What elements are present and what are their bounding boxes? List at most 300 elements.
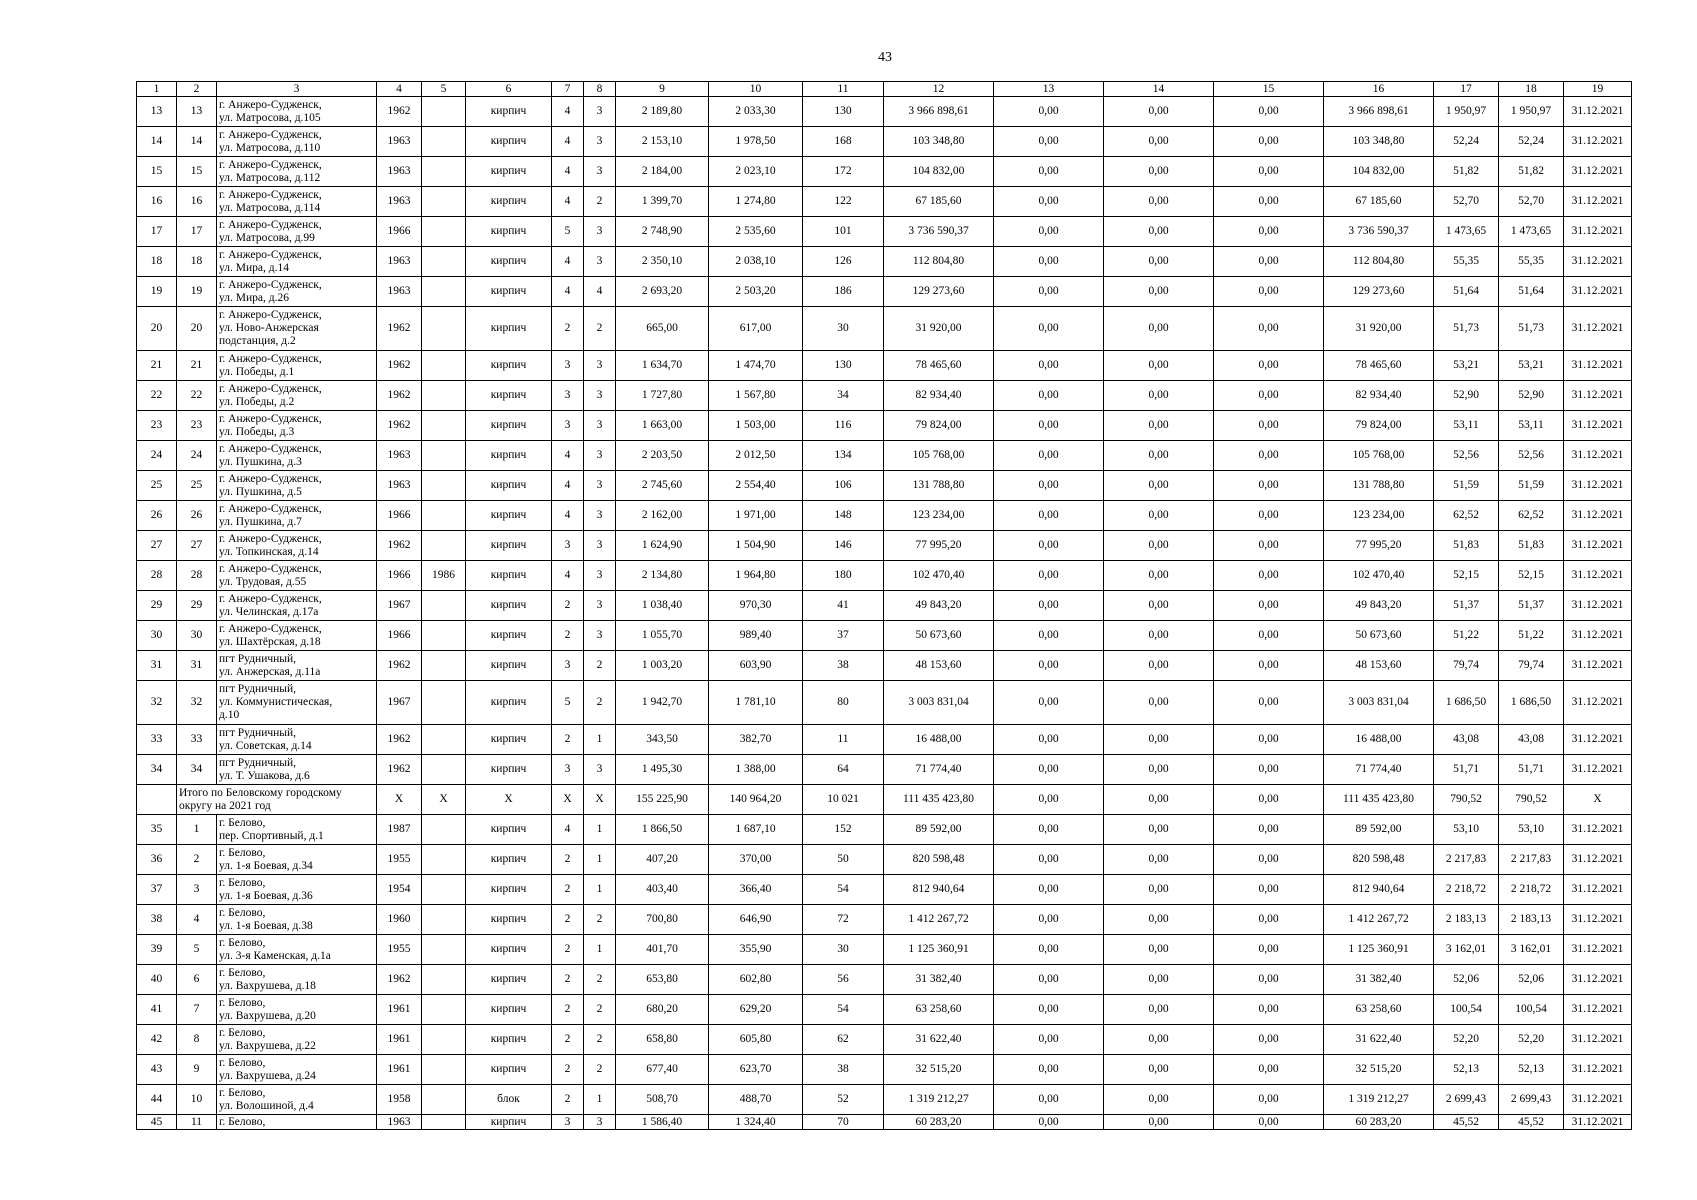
table-cell: кирпич	[466, 651, 552, 681]
table-cell: 0,00	[1104, 381, 1214, 411]
table-cell: 0,00	[994, 755, 1104, 785]
table-cell: 8	[584, 82, 616, 97]
table-cell: 2 162,00	[616, 501, 709, 531]
table-cell: 31.12.2021	[1564, 1055, 1632, 1085]
table-cell: 0,00	[994, 845, 1104, 875]
table-cell: 52,56	[1434, 441, 1499, 471]
table-cell: 0,00	[994, 621, 1104, 651]
table-cell: 43,08	[1499, 725, 1564, 755]
table-cell	[422, 935, 466, 965]
table-cell: 3	[552, 531, 584, 561]
table-cell: 1961	[377, 1055, 422, 1085]
table-cell: 31.12.2021	[1564, 381, 1632, 411]
table-cell: 1 003,20	[616, 651, 709, 681]
table-cell: 0,00	[1214, 755, 1324, 785]
table-cell: г. Анжеро-Судженск, ул. Матросова, д.112	[217, 157, 377, 187]
table-cell: 3	[584, 351, 616, 381]
table-cell: г. Анжеро-Судженск, ул. Матросова, д.110	[217, 127, 377, 157]
table-cell: г. Белово, пер. Спортивный, д.1	[217, 815, 377, 845]
table-cell: 343,50	[616, 725, 709, 755]
table-row	[137, 845, 1632, 875]
table-cell: 31.12.2021	[1564, 815, 1632, 845]
table-cell: 1962	[377, 381, 422, 411]
table-cell: 14	[137, 127, 177, 157]
table-cell: 508,70	[616, 1085, 709, 1115]
table-cell: 31.12.2021	[1564, 755, 1632, 785]
table-cell	[422, 995, 466, 1025]
table-cell: 63 258,60	[1324, 995, 1434, 1025]
table-cell: 31.12.2021	[1564, 965, 1632, 995]
table-cell: 4	[552, 471, 584, 501]
table-cell: 55,35	[1499, 247, 1564, 277]
table-cell: 13	[137, 97, 177, 127]
table-cell: 31 622,40	[884, 1025, 994, 1055]
table-cell: 0,00	[1104, 875, 1214, 905]
table-cell: 3	[584, 381, 616, 411]
table-cell: 31.12.2021	[1564, 217, 1632, 247]
table-cell: 155 225,90	[616, 785, 709, 815]
table-cell: кирпич	[466, 127, 552, 157]
table-cell: 1 495,30	[616, 755, 709, 785]
table-cell: 623,70	[709, 1055, 803, 1085]
table-cell: 52	[803, 1085, 884, 1115]
table-cell: 2	[584, 905, 616, 935]
table-cell: кирпич	[466, 247, 552, 277]
table-cell: 11	[177, 1115, 217, 1130]
table-cell: 1967	[377, 681, 422, 725]
table-cell: 1963	[377, 441, 422, 471]
table-cell: 111 435 423,80	[884, 785, 994, 815]
table-cell: 1 473,65	[1434, 217, 1499, 247]
table-cell: 105 768,00	[1324, 441, 1434, 471]
table-cell: 31.12.2021	[1564, 995, 1632, 1025]
table-cell: 67 185,60	[1324, 187, 1434, 217]
table-row	[137, 681, 1632, 725]
table-cell: 54	[803, 875, 884, 905]
table-cell: 9	[616, 82, 709, 97]
table-cell: 665,00	[616, 307, 709, 351]
table-row	[137, 471, 1632, 501]
table-row	[137, 755, 1632, 785]
table-cell: 31.12.2021	[1564, 1115, 1632, 1130]
table-cell: 31.12.2021	[1564, 277, 1632, 307]
table-cell: 53,11	[1434, 411, 1499, 441]
table-cell: пгт Рудничный, ул. Коммунистическая, д.10	[217, 681, 377, 725]
table-cell: 0,00	[994, 995, 1104, 1025]
table-cell: г. Анжеро-Судженск, ул. Победы, д.1	[217, 351, 377, 381]
table-cell: 1966	[377, 621, 422, 651]
table-cell: 1961	[377, 1025, 422, 1055]
table-cell: 10 021	[803, 785, 884, 815]
table-cell: кирпич	[466, 157, 552, 187]
table-cell: 0,00	[1214, 471, 1324, 501]
table-cell: 31.12.2021	[1564, 621, 1632, 651]
table-cell: кирпич	[466, 531, 552, 561]
table-cell: 1 964,80	[709, 561, 803, 591]
table-cell: 14	[1104, 82, 1214, 97]
table-row	[137, 995, 1632, 1025]
table-cell: 2	[552, 1025, 584, 1055]
table-cell: 43,08	[1434, 725, 1499, 755]
table-cell: 78 465,60	[884, 351, 994, 381]
table-cell: 1 950,97	[1499, 97, 1564, 127]
table-cell: 31.12.2021	[1564, 681, 1632, 725]
table-cell	[422, 531, 466, 561]
table-cell: 0,00	[1104, 1085, 1214, 1115]
table-cell: 52,90	[1499, 381, 1564, 411]
table-cell: кирпич	[466, 1115, 552, 1130]
table-cell: X	[1564, 785, 1632, 815]
table-cell: 1 388,00	[709, 755, 803, 785]
table-cell: 0,00	[1214, 277, 1324, 307]
table-cell: 0,00	[1104, 935, 1214, 965]
table-cell: 0,00	[994, 381, 1104, 411]
table-cell: 180	[803, 561, 884, 591]
table-cell: 51,82	[1499, 157, 1564, 187]
table-cell: 1963	[377, 1115, 422, 1130]
table-cell: 32 515,20	[884, 1055, 994, 1085]
table-cell: 82 934,40	[884, 381, 994, 411]
table-cell: 13	[177, 97, 217, 127]
table-cell: кирпич	[466, 217, 552, 247]
table-cell: 5	[552, 681, 584, 725]
table-cell: 680,20	[616, 995, 709, 1025]
table-cell: 42	[137, 1025, 177, 1055]
table-cell: 52,20	[1434, 1025, 1499, 1055]
table-cell: 0,00	[1104, 1055, 1214, 1085]
table-cell: 16	[137, 187, 177, 217]
table-cell: 3	[584, 217, 616, 247]
table-cell: 1 125 360,91	[884, 935, 994, 965]
table-cell: 140 964,20	[709, 785, 803, 815]
table-cell	[422, 247, 466, 277]
table-cell: 0,00	[994, 1055, 1104, 1085]
table-cell: 48 153,60	[1324, 651, 1434, 681]
table-cell: 0,00	[994, 1115, 1104, 1130]
table-cell: 0,00	[1214, 531, 1324, 561]
table-cell: 2	[177, 82, 217, 97]
table-cell: 0,00	[1214, 441, 1324, 471]
table-cell: 134	[803, 441, 884, 471]
table-cell: 49 843,20	[884, 591, 994, 621]
table-cell: 31.12.2021	[1564, 97, 1632, 127]
table-cell: 50	[803, 845, 884, 875]
table-cell: 77 995,20	[1324, 531, 1434, 561]
table-row	[137, 651, 1632, 681]
table-cell: 51,83	[1499, 531, 1564, 561]
table-cell: кирпич	[466, 187, 552, 217]
table-cell: 1962	[377, 531, 422, 561]
table-cell: 17	[137, 217, 177, 247]
table-cell: 1 399,70	[616, 187, 709, 217]
table-cell: 0,00	[994, 217, 1104, 247]
table-cell: 130	[803, 97, 884, 127]
table-cell: 0,00	[1104, 307, 1214, 351]
table-cell: 1	[584, 815, 616, 845]
table-cell: 67 185,60	[884, 187, 994, 217]
table-cell: 31.12.2021	[1564, 187, 1632, 217]
table-row	[137, 1055, 1632, 1085]
table-cell: 34	[803, 381, 884, 411]
table-cell: 104 832,00	[1324, 157, 1434, 187]
table-cell	[422, 651, 466, 681]
table-cell	[422, 815, 466, 845]
table-cell: 0,00	[994, 501, 1104, 531]
table-cell: 1962	[377, 411, 422, 441]
table-cell: 103 348,80	[884, 127, 994, 157]
table-cell: г. Анжеро-Судженск, ул. Мира, д.26	[217, 277, 377, 307]
table-cell: 1	[177, 815, 217, 845]
table-cell: 2	[552, 845, 584, 875]
table-cell: 2 184,00	[616, 157, 709, 187]
table-cell: 31.12.2021	[1564, 351, 1632, 381]
table-cell: 52,15	[1499, 561, 1564, 591]
table-cell: 1 319 212,27	[884, 1085, 994, 1115]
table-cell: 1962	[377, 965, 422, 995]
table-cell: 6	[466, 82, 552, 97]
table-cell	[422, 277, 466, 307]
table-cell: 617,00	[709, 307, 803, 351]
table-cell: 43	[137, 1055, 177, 1085]
table-cell: 37	[803, 621, 884, 651]
table-cell: г. Анжеро-Судженск, ул. Шахтёрская, д.18	[217, 621, 377, 651]
table-cell: 21	[177, 351, 217, 381]
table-cell: г. Анжеро-Судженск, ул. Пушкина, д.3	[217, 441, 377, 471]
table-cell: 2 033,30	[709, 97, 803, 127]
table-cell: 1 663,00	[616, 411, 709, 441]
table-cell: 1962	[377, 97, 422, 127]
table-cell: 25	[137, 471, 177, 501]
table-cell: 2 189,80	[616, 97, 709, 127]
table-cell: 812 940,64	[1324, 875, 1434, 905]
table-cell: 790,52	[1499, 785, 1564, 815]
table-cell: г. Анжеро-Судженск, ул. Челинская, д.17а	[217, 591, 377, 621]
table-cell: 3	[552, 1115, 584, 1130]
table-cell: 0,00	[994, 351, 1104, 381]
table-cell: 1 474,70	[709, 351, 803, 381]
table-cell: 15	[1214, 82, 1324, 97]
table-cell: 31.12.2021	[1564, 441, 1632, 471]
table-cell: блок	[466, 1085, 552, 1115]
table-cell: 812 940,64	[884, 875, 994, 905]
table-cell: 0,00	[994, 471, 1104, 501]
table-cell: 112 804,80	[884, 247, 994, 277]
table-cell: 0,00	[1104, 815, 1214, 845]
table-cell: 0,00	[994, 965, 1104, 995]
table-cell: 1987	[377, 815, 422, 845]
table-cell: 102 470,40	[1324, 561, 1434, 591]
table-cell: 1 125 360,91	[1324, 935, 1434, 965]
table-cell: 0,00	[1214, 381, 1324, 411]
table-cell: 0,00	[1214, 875, 1324, 905]
table-cell: г. Белово, ул. 1-я Боевая, д.36	[217, 875, 377, 905]
table-cell: г. Белово, ул. Вахрушева, д.22	[217, 1025, 377, 1055]
table-cell: 52,24	[1499, 127, 1564, 157]
table-cell: 2 217,83	[1434, 845, 1499, 875]
table-cell: 102 470,40	[884, 561, 994, 591]
table-cell: 14	[177, 127, 217, 157]
table-cell: кирпич	[466, 965, 552, 995]
table-row	[137, 351, 1632, 381]
table-cell: 100,54	[1434, 995, 1499, 1025]
table-cell: 103 348,80	[1324, 127, 1434, 157]
table-cell: г. Анжеро-Судженск, ул. Победы, д.2	[217, 381, 377, 411]
table-cell: 51,73	[1434, 307, 1499, 351]
table-row	[137, 277, 1632, 307]
table-cell: 51,37	[1499, 591, 1564, 621]
table-cell: кирпич	[466, 995, 552, 1025]
table-cell: кирпич	[466, 935, 552, 965]
table-cell: 126	[803, 247, 884, 277]
table-cell	[422, 501, 466, 531]
table-cell: 30	[803, 307, 884, 351]
table-cell: 488,70	[709, 1085, 803, 1115]
table-cell: 5	[177, 935, 217, 965]
table-cell: 31.12.2021	[1564, 875, 1632, 905]
table-cell: 100,54	[1499, 995, 1564, 1025]
table-cell: 0,00	[1104, 651, 1214, 681]
table-cell: 31 382,40	[1324, 965, 1434, 995]
table-cell: 34	[177, 755, 217, 785]
table-row	[137, 815, 1632, 845]
table-cell	[422, 681, 466, 725]
table-cell: 0,00	[994, 307, 1104, 351]
table-cell: X	[422, 785, 466, 815]
table-cell: г. Анжеро-Судженск, ул. Победы, д.3	[217, 411, 377, 441]
table-cell: 1 687,10	[709, 815, 803, 845]
table-cell: г. Белово,	[217, 1115, 377, 1130]
table-cell: 54	[803, 995, 884, 1025]
table-cell: 3 966 898,61	[884, 97, 994, 127]
table-cell: 3	[552, 755, 584, 785]
table-cell: 2	[552, 935, 584, 965]
table-row	[137, 1085, 1632, 1115]
table-cell: 1 586,40	[616, 1115, 709, 1130]
table-row	[137, 1115, 1632, 1130]
table-cell: 1963	[377, 247, 422, 277]
table-cell: 3	[584, 591, 616, 621]
table-cell: 382,70	[709, 725, 803, 755]
table-cell: 0,00	[1104, 995, 1214, 1025]
table-cell: 53,21	[1434, 351, 1499, 381]
table-cell: 45,52	[1499, 1115, 1564, 1130]
table-row	[137, 307, 1632, 351]
table-cell: 36	[137, 845, 177, 875]
table-cell: 1960	[377, 905, 422, 935]
table-cell: 5	[552, 217, 584, 247]
table-cell: 605,80	[709, 1025, 803, 1055]
table-cell	[422, 1055, 466, 1085]
table-cell: 370,00	[709, 845, 803, 875]
table-cell: 646,90	[709, 905, 803, 935]
table-cell: 0,00	[1214, 965, 1324, 995]
table-cell: 55,35	[1434, 247, 1499, 277]
table-cell: 11	[803, 725, 884, 755]
table-cell: 31	[137, 651, 177, 681]
table-cell: 0,00	[1104, 411, 1214, 441]
table-cell: кирпич	[466, 681, 552, 725]
table-cell: 3	[584, 97, 616, 127]
table-cell: 2	[552, 1055, 584, 1085]
table-cell	[422, 845, 466, 875]
table-cell: 25	[177, 471, 217, 501]
table-row	[137, 875, 1632, 905]
table-cell: 3 003 831,04	[884, 681, 994, 725]
table-cell: 79 824,00	[1324, 411, 1434, 441]
table-cell: 3 162,01	[1499, 935, 1564, 965]
table-cell	[422, 381, 466, 411]
table-cell: 45	[137, 1115, 177, 1130]
table-cell: 2	[552, 591, 584, 621]
table-cell: 0,00	[1214, 127, 1324, 157]
table-cell: 11	[803, 82, 884, 97]
table-cell: 3	[177, 875, 217, 905]
table-cell: 2	[584, 681, 616, 725]
table-row	[137, 441, 1632, 471]
table-cell: 51,64	[1434, 277, 1499, 307]
table-cell: 63 258,60	[884, 995, 994, 1025]
table-cell: 677,40	[616, 1055, 709, 1085]
table-cell: 0,00	[1104, 905, 1214, 935]
table-cell: 1 567,80	[709, 381, 803, 411]
table-cell: X	[377, 785, 422, 815]
table-cell: 0,00	[1214, 307, 1324, 351]
table-cell: 2	[552, 621, 584, 651]
table-cell: 2 218,72	[1434, 875, 1499, 905]
table-cell: кирпич	[466, 1055, 552, 1085]
table-cell	[422, 725, 466, 755]
table-cell: 2	[584, 965, 616, 995]
table-cell: 1 274,80	[709, 187, 803, 217]
table-cell: 38	[803, 651, 884, 681]
table-cell: 3	[552, 351, 584, 381]
table-cell: кирпич	[466, 381, 552, 411]
table-cell: 152	[803, 815, 884, 845]
table-cell: 17	[1434, 82, 1499, 97]
table-cell	[422, 217, 466, 247]
table-cell: 2 217,83	[1499, 845, 1564, 875]
table-cell: 89 592,00	[1324, 815, 1434, 845]
table-cell: 0,00	[994, 157, 1104, 187]
table-cell: 0,00	[1214, 905, 1324, 935]
table-cell: 112 804,80	[1324, 247, 1434, 277]
table-cell	[422, 965, 466, 995]
table-cell: 0,00	[994, 815, 1104, 845]
table-cell: 1963	[377, 127, 422, 157]
table-cell: 1 686,50	[1499, 681, 1564, 725]
table-cell: 0,00	[994, 247, 1104, 277]
table-cell: 0,00	[1214, 187, 1324, 217]
table-cell: 31.12.2021	[1564, 1085, 1632, 1115]
table-cell: 0,00	[1214, 411, 1324, 441]
table-cell: 1 634,70	[616, 351, 709, 381]
table-cell: 78 465,60	[1324, 351, 1434, 381]
table-cell: 1 978,50	[709, 127, 803, 157]
table-cell: 1966	[377, 217, 422, 247]
table-cell	[422, 1025, 466, 1055]
table-cell: 111 435 423,80	[1324, 785, 1434, 815]
table-cell: 52,90	[1434, 381, 1499, 411]
table-cell: 51,71	[1434, 755, 1499, 785]
table-cell: 31.12.2021	[1564, 471, 1632, 501]
table-cell: 407,20	[616, 845, 709, 875]
table-cell: Итого по Беловскому городскому округу на 2021 год	[177, 785, 377, 815]
table-cell: 0,00	[1214, 785, 1324, 815]
table-cell: 31.12.2021	[1564, 905, 1632, 935]
table-cell: 0,00	[994, 1085, 1104, 1115]
table-cell: 3 966 898,61	[1324, 97, 1434, 127]
table-cell: 603,90	[709, 651, 803, 681]
